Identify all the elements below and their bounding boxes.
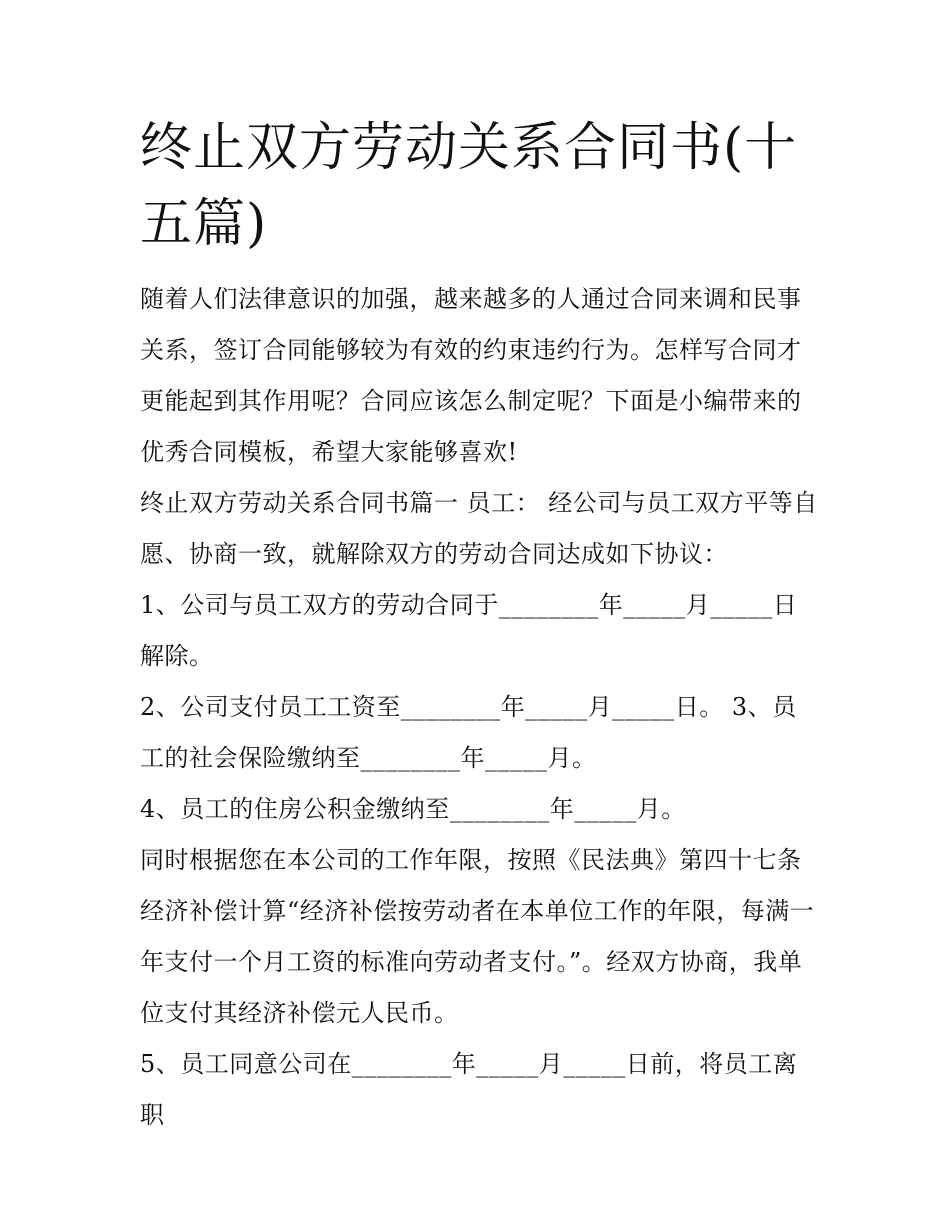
paragraph-clause-5: 5、员工同意公司在________年_____月_____日前，将员工离职 xyxy=(140,1050,798,1129)
document-page xyxy=(140,110,820,1141)
paragraph-compensation: 同时根据您在本公司的工作年限，按照《民法典》第四十七条经济补偿计算“经济补偿按劳动者在本单位工作的年限，每满一年支付一个月工资的标准向劳动者支付。”。经双方协商，我单位支付其经济补偿元人民币。 xyxy=(140,846,815,1027)
paragraph-clause-4: 4、员工的住房公积金缴纳至________年_____月。 xyxy=(140,795,686,823)
document-title: 终止双方劳动关系合同书(十五篇) xyxy=(140,118,798,254)
paragraph-clause-2-3: 2、公司支付员工工资至________年_____月_____日。 3、员工的社会保险缴纳至________年_____月。 xyxy=(140,693,797,772)
paragraph-agreement-opening: 终止双方劳动关系合同书篇一 员工： 经公司与员工双方平等自愿、协商一致，就解除双方的劳动合同达成如下协议： xyxy=(140,489,818,568)
paragraph-intro: 随着人们法律意识的加强，越来越多的人通过合同来调和民事关系，签订合同能够较为有效的约束违约行为。怎样写合同才更能起到其作用呢？合同应该怎么制定呢？下面是小编带来的优秀合同模板，希望大家能够喜欢! xyxy=(140,285,802,466)
paragraph-clause-1: 1、公司与员工双方的劳动合同于________年_____月_____日解除。 xyxy=(140,591,798,670)
